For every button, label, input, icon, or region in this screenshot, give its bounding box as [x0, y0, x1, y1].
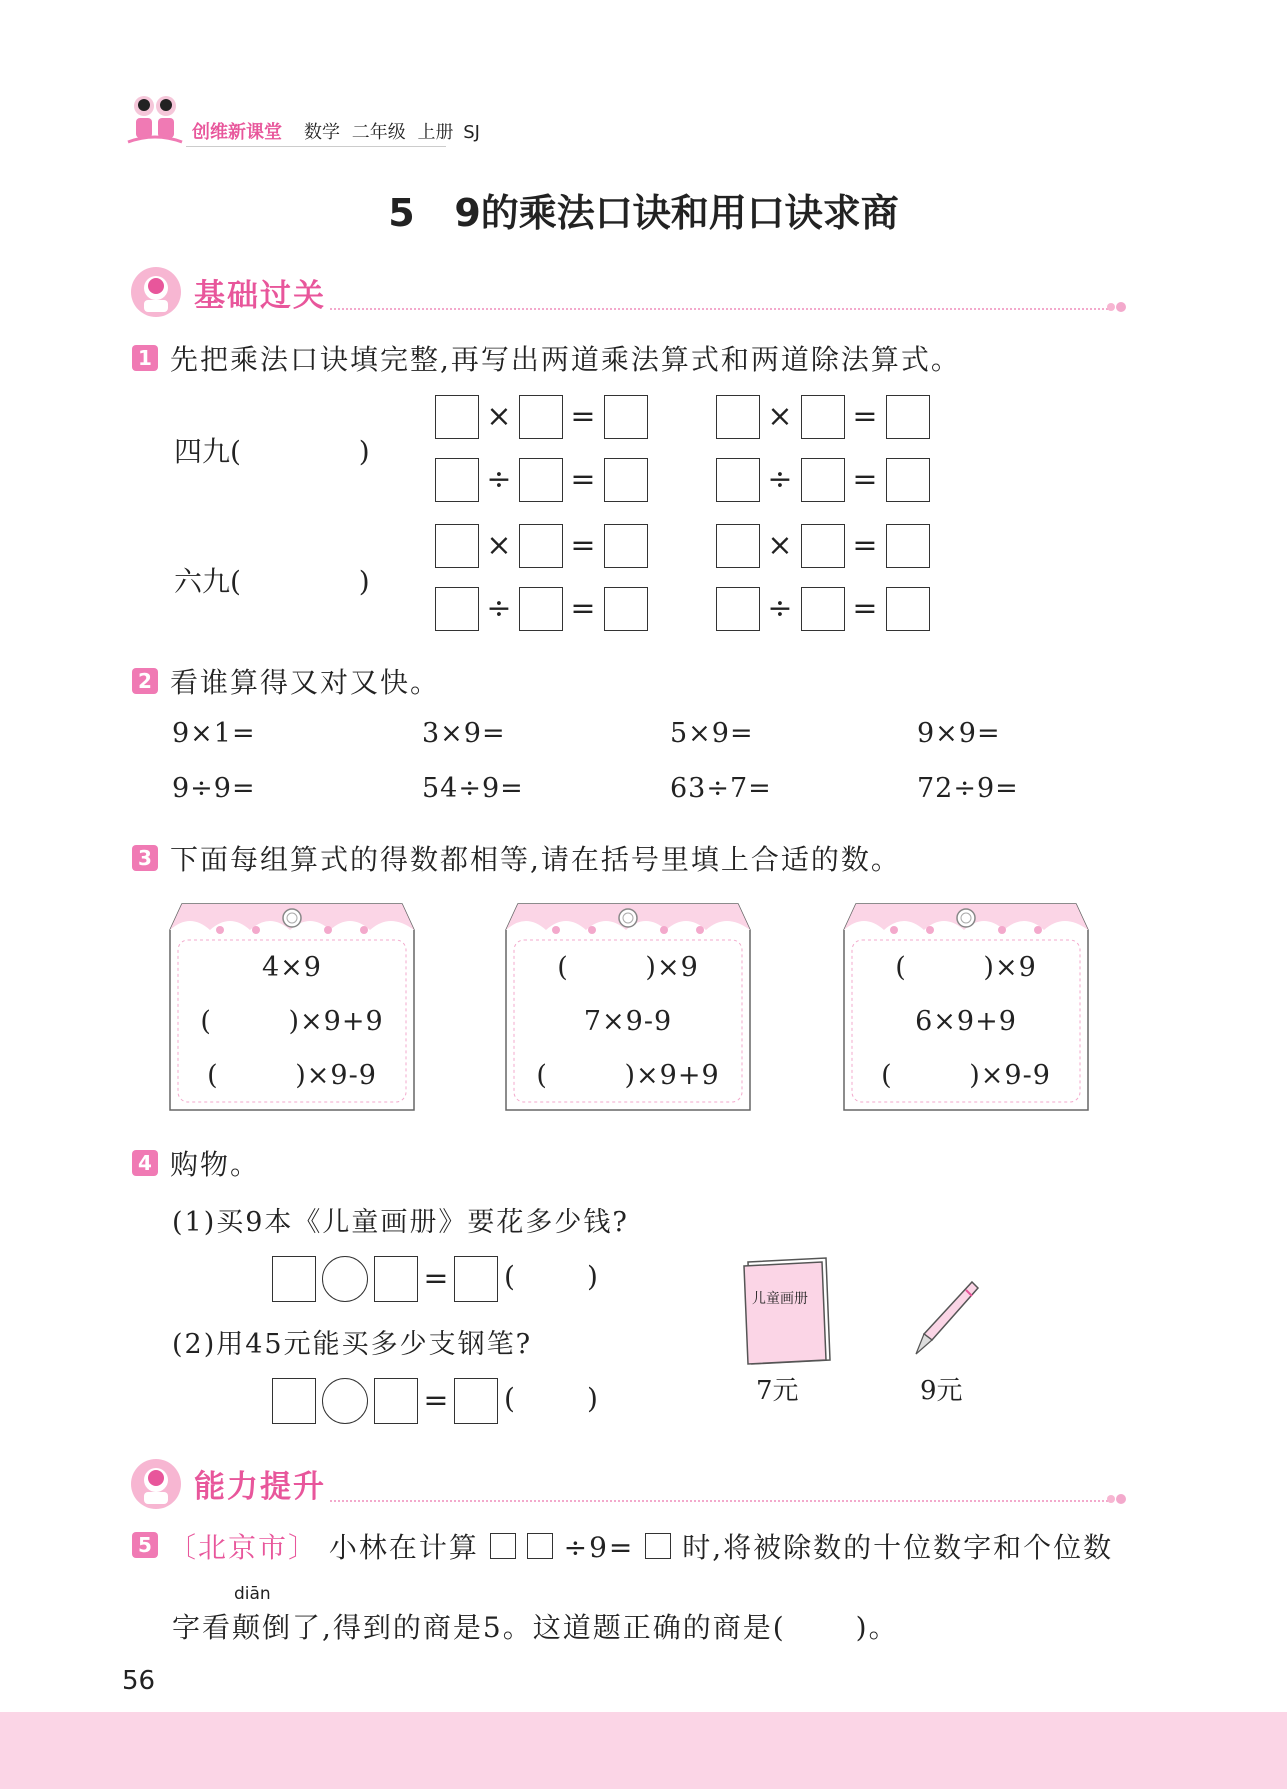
q1-row2-close: ) — [358, 565, 370, 598]
q1-row1-close: ) — [358, 435, 370, 468]
q5-line2-a: 字看 — [172, 1611, 233, 1644]
q3-card — [504, 900, 752, 1112]
header-logo — [124, 88, 186, 148]
q5-text-a: 小林在计算 — [328, 1531, 479, 1564]
equals-sign: = — [423, 1383, 449, 1418]
dots-icon — [1106, 1491, 1128, 1507]
header-divider — [186, 146, 446, 147]
edition: SJ — [463, 122, 480, 143]
q5-number: 5 — [132, 1532, 158, 1558]
section2-dots — [1106, 1491, 1128, 1511]
answer-box[interactable] — [886, 524, 930, 568]
answer-box[interactable] — [716, 458, 760, 502]
paren-open: ( — [504, 1382, 515, 1415]
divide-sign: ÷ — [767, 462, 793, 497]
answer-box[interactable] — [801, 587, 845, 631]
book-icon — [738, 1256, 836, 1366]
equals-sign: = — [852, 462, 878, 497]
card-expression[interactable]: 4×9 — [262, 952, 322, 983]
q2-calc[interactable]: 9×1= — [172, 718, 256, 749]
answer-box[interactable] — [801, 395, 845, 439]
footer-band — [0, 1712, 1287, 1789]
answer-box[interactable] — [435, 587, 479, 631]
paren-close: ) — [586, 1260, 598, 1293]
q3-card — [168, 900, 416, 1112]
answer-box[interactable] — [272, 1256, 316, 1302]
answer-box[interactable] — [454, 1256, 498, 1302]
q5-line1 — [168, 1526, 1113, 1566]
q1-row2-label — [174, 560, 370, 600]
answer-box[interactable] — [519, 524, 563, 568]
section2-divider — [330, 1500, 1108, 1504]
q5-text-c: 时,将被除数的十位数字和个位数 — [682, 1531, 1114, 1564]
equals-sign: = — [852, 528, 878, 563]
operator-circle[interactable] — [322, 1256, 368, 1302]
answer-box[interactable] — [604, 587, 648, 631]
q2-calc[interactable]: 54÷9= — [422, 773, 524, 804]
equals-sign: = — [570, 462, 596, 497]
q1-row1-label — [174, 430, 370, 470]
answer-box[interactable] — [604, 458, 648, 502]
page-number: 56 — [122, 1666, 156, 1696]
pen-price: 9元 — [920, 1376, 963, 1406]
brand-name: 创维新课堂 — [192, 122, 282, 143]
times-sign: × — [486, 528, 512, 563]
q1-row2-open: 六九( — [174, 565, 241, 598]
q4-text: 购物。 — [170, 1148, 261, 1181]
q2-calc[interactable]: 5×9= — [670, 718, 754, 749]
digit-box[interactable] — [527, 1533, 553, 1559]
q4-sub2: (2)用45元能买多少支钢笔? — [172, 1329, 533, 1360]
section1-dots — [1106, 299, 1128, 319]
answer-box[interactable] — [374, 1378, 418, 1424]
answer-box[interactable] — [519, 395, 563, 439]
digit-box[interactable] — [490, 1533, 516, 1559]
answer-box[interactable] — [604, 395, 648, 439]
q5-pinyin: diān — [234, 1584, 271, 1604]
answer-box[interactable] — [886, 587, 930, 631]
student-icon — [130, 1458, 182, 1510]
card-expression[interactable]: ( )×9+9 — [200, 1006, 384, 1037]
answer-box[interactable] — [435, 395, 479, 439]
pen — [910, 1278, 980, 1358]
q2-calc[interactable]: 63÷7= — [670, 773, 772, 804]
equals-sign: = — [852, 399, 878, 434]
paren-open: ( — [504, 1260, 515, 1293]
equals-sign: = — [570, 528, 596, 563]
kids-logo-icon — [124, 88, 186, 148]
answer-box[interactable] — [519, 587, 563, 631]
card-expression[interactable]: ( )×9 — [895, 952, 1037, 983]
divide-sign: ÷ — [767, 591, 793, 626]
header-subject — [304, 118, 480, 144]
answer-box[interactable] — [886, 395, 930, 439]
q2-calc[interactable]: 3×9= — [422, 718, 506, 749]
q3-text: 下面每组算式的得数都相等,请在括号里填上合适的数。 — [170, 843, 901, 876]
q4-number: 4 — [132, 1150, 158, 1176]
unit-parens[interactable] — [504, 1260, 598, 1293]
equals-sign: = — [423, 1261, 449, 1296]
answer-box[interactable] — [272, 1378, 316, 1424]
q1-text: 先把乘法口诀填完整,再写出两道乘法算式和两道除法算式。 — [170, 343, 961, 376]
card-expression[interactable]: 7×9-9 — [583, 1006, 673, 1037]
answer-box[interactable] — [435, 458, 479, 502]
operator-circle[interactable] — [322, 1378, 368, 1424]
answer-box[interactable] — [716, 524, 760, 568]
subject: 数学 — [304, 122, 340, 143]
q5-line2-c: )。 — [855, 1611, 899, 1644]
answer-box[interactable] — [519, 458, 563, 502]
digit-box[interactable] — [645, 1533, 671, 1559]
answer-box[interactable] — [716, 587, 760, 631]
q5-pinyin-char: 颠 — [232, 1611, 263, 1644]
book-price: 7元 — [756, 1376, 799, 1406]
q3-number: 3 — [132, 845, 158, 871]
answer-box[interactable] — [716, 395, 760, 439]
q2-calc[interactable]: 9÷9= — [172, 773, 256, 804]
times-sign: × — [486, 399, 512, 434]
book-label: 儿童画册 — [752, 1291, 808, 1307]
divide-sign: ÷ — [486, 462, 512, 497]
answer-box[interactable] — [886, 458, 930, 502]
answer-box[interactable] — [435, 524, 479, 568]
section1-divider — [330, 308, 1108, 312]
q4-sub1: (1)买9本《儿童画册》要花多少钱? — [172, 1207, 629, 1238]
fountain-pen-icon — [910, 1278, 980, 1358]
q2-calc[interactable]: 72÷9= — [917, 773, 1019, 804]
q5-line2-b: 倒了,得到的商是5。这道题正确的商是( — [262, 1611, 786, 1644]
equals-sign: = — [570, 591, 596, 626]
section2-icon — [130, 1458, 182, 1510]
q3-card — [842, 900, 1090, 1112]
q5-line2 — [172, 1606, 899, 1646]
equals-sign: = — [570, 399, 596, 434]
answer-box[interactable] — [454, 1378, 498, 1424]
section2-title: 能力提升 — [194, 1469, 326, 1505]
card-expression[interactable]: 6×9+9 — [915, 1006, 1017, 1037]
q2-text: 看谁算得又对又快。 — [170, 666, 441, 699]
dots-icon — [1106, 299, 1128, 315]
student-icon — [130, 266, 182, 318]
q2-calc[interactable]: 9×9= — [917, 718, 1001, 749]
times-sign: × — [767, 528, 793, 563]
answer-box[interactable] — [374, 1256, 418, 1302]
card-expression[interactable]: ( )×9 — [557, 952, 699, 983]
answer-box[interactable] — [801, 524, 845, 568]
section1-icon — [130, 266, 182, 318]
q2-number: 2 — [132, 668, 158, 694]
q5-source-tag: 〔北京市〕 — [168, 1531, 319, 1564]
q1-row1-open: 四九( — [174, 435, 241, 468]
paren-close: ) — [586, 1382, 598, 1415]
answer-box[interactable] — [604, 524, 648, 568]
equals-sign: = — [852, 591, 878, 626]
section1-title: 基础过关 — [194, 278, 326, 314]
answer-box[interactable] — [801, 458, 845, 502]
q1-number: 1 — [132, 345, 158, 371]
grade: 二年级 — [351, 122, 406, 143]
card-expression[interactable]: ( )×9+9 — [536, 1060, 720, 1091]
page-title: 5 9的乘法口诀和用口诀求商 — [388, 191, 899, 235]
picture-book — [738, 1256, 836, 1366]
volume: 上册 — [417, 122, 454, 143]
card-expression[interactable]: ( )×9-9 — [881, 1060, 1051, 1091]
times-sign: × — [767, 399, 793, 434]
unit-parens[interactable] — [504, 1382, 598, 1415]
divide-sign: ÷ — [486, 591, 512, 626]
q5-text-b: ÷9= — [563, 1531, 635, 1564]
card-expression[interactable]: ( )×9-9 — [207, 1060, 377, 1091]
